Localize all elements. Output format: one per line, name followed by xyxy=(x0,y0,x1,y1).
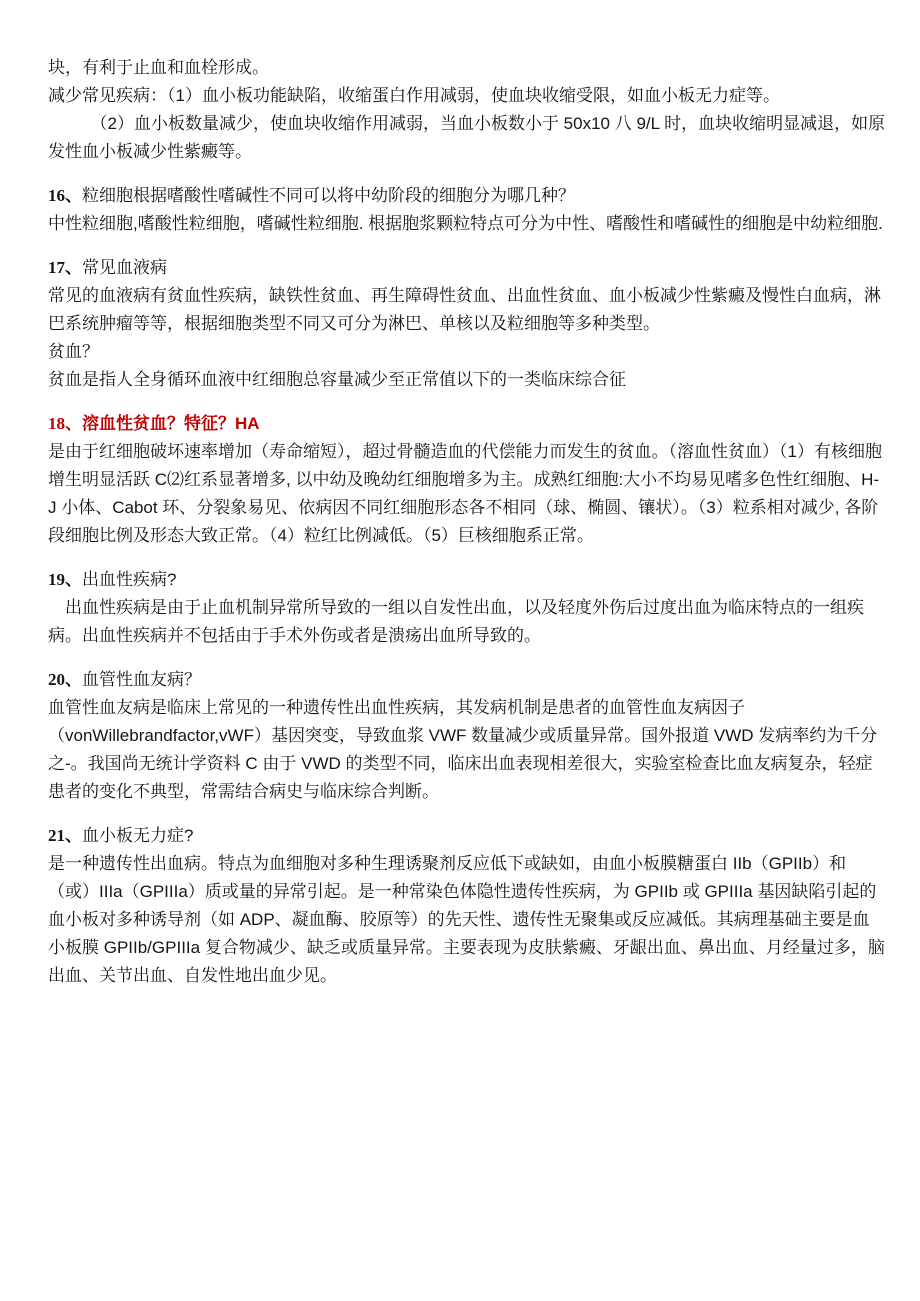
section-21-heading xyxy=(48,822,886,850)
section-21-number: 21、 xyxy=(48,826,82,845)
section-17-number: 17、 xyxy=(48,258,82,277)
section-20-heading xyxy=(48,666,886,694)
section-21-answer: 是一种遗传性出血病。特点为血细胞对多种生理诱聚剂反应低下或缺如，由血小板膜糖蛋白 IIb（GPIIb）和（或）IIIa（GPIIIa）质或量的异常引起。是一种常染色体隐性遗传性疾病，为 GPIIb 或 GPIIIa 基因缺陷引起的血小板对多种诱导剂（如 ADP、凝血酶、胶原等）的先天性、遗传性无聚集或反应减低。其病理基础主要是血小板膜 GPIIb/GPIIIa 复合物减少、缺乏或质量异常。主要表现为皮肤紫癜、牙龈出血、鼻出血、月经量过多，脑出血、关节出血、自发性地出血少见。 xyxy=(48,854,885,985)
section-20-answer: 血管性血友病是临床上常见的一种遗传性出血性疾病，其发病机制是患者的血管性血友病因子（vonWillebrandfactor,vWF）基因突变，导致血浆 VWF 数量减少或质量异常。国外报道 VWD 发病率约为千分之-。我国尚无统计学资料 C 由于 VWD 的类型不同，临床出血表现相差很大，实验室检查比血友病复杂，轻症患者的变化不典型，常需结合病史与临床综合判断。 xyxy=(48,698,878,801)
section-18-answer: 是由于红细胞破坏速率增加（寿命缩短），超过骨髓造血的代偿能力而发生的贫血。（溶血性贫血）（1）有核细胞增生明显活跃 C⑵红系显著增多, 以中幼及晚幼红细胞增多为主。成熟红细胞:大小不均易见嗜多色性红细胞、H-J 小体、Cabot 环、分裂象易见、依病因不同红细胞形态各不相同（球、椭圆、镶状）。（3）粒系相对减少, 各阶段细胞比例及形态大致正常。（4）粒红比例减低。（5）巨核细胞系正常。 xyxy=(48,442,882,545)
paragraph-platelet-count: （2）血小板数量减少，使血块收缩作用减弱，当血小板数小于 50x10 八 9/L 时，血块收缩明显减退，如原发性血小板减少性紫癜等。 xyxy=(48,114,886,161)
section-17-answer: 常见的血液病有贫血性疾病，缺铁性贫血、再生障碍性贫血、出血性贫血、血小板减少性紫癜及慢性白血病，淋巴系统肿瘤等等，根据细胞类型不同又可分为淋巴、单核以及粒细胞等多种类型。 xyxy=(48,286,881,333)
section-19-heading xyxy=(48,566,886,594)
section-20-title: 血管性血友病？ xyxy=(82,670,201,689)
section-18-heading xyxy=(48,410,886,438)
section-19-number: 19、 xyxy=(48,570,82,589)
anemia-definition: 贫血是指人全身循环血液中红细胞总容量减少至正常值以下的一类临床综合征 xyxy=(48,370,626,389)
paragraph-continuation: 块，有利于止血和血栓形成。 xyxy=(48,58,269,77)
section-16-answer: 中性粒细胞,嗜酸性粒细胞，嗜碱性粒细胞. 根据胞浆颗粒特点可分为中性、嗜酸性和嗜碱性的细胞是中幼粒细胞. xyxy=(48,214,883,233)
section-19-title: 出血性疾病? xyxy=(82,570,177,589)
section-18-number: 18、 xyxy=(48,414,82,433)
section-18-title: 溶血性贫血？特征？HA xyxy=(82,414,260,433)
section-16-title: 粒细胞根据嗜酸性嗜碱性不同可以将中幼阶段的细胞分为哪几种？ xyxy=(82,186,575,205)
section-17-title: 常见血液病 xyxy=(82,258,167,277)
section-16-number: 16、 xyxy=(48,186,82,205)
section-17-heading xyxy=(48,254,886,282)
anemia-question: 贫血？ xyxy=(48,342,99,361)
section-20-number: 20、 xyxy=(48,670,82,689)
section-19-answer: 出血性疾病是由于止血机制异常所导致的一组以自发性出血，以及轻度外伤后过度出血为临床特点的一组疾病。出血性疾病并不包括由于手术外伤或者是溃疡出血所导致的。 xyxy=(48,598,864,645)
section-21-title: 血小板无力症? xyxy=(82,826,194,845)
section-16-heading xyxy=(48,182,886,210)
paragraph-platelet-defect: 减少常见疾病：（1）血小板功能缺陷，收缩蛋白作用减弱，使血块收缩受限，如血小板无力症等。 xyxy=(48,86,780,105)
